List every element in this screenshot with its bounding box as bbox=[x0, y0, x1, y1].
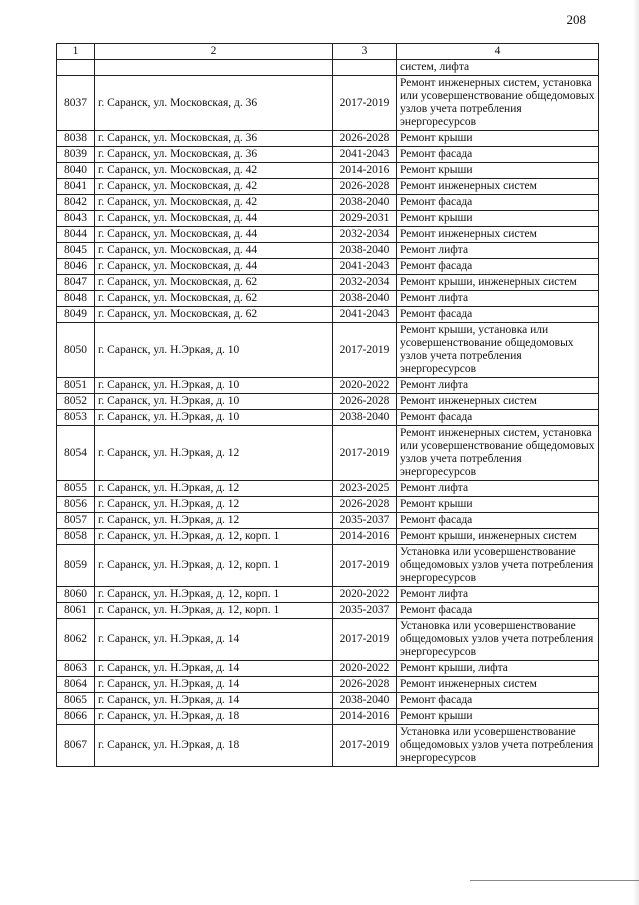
work-type-cell: Ремонт инженерных систем bbox=[397, 227, 599, 243]
row-number-cell: 8062 bbox=[57, 619, 95, 661]
address-cell: г. Саранск, ул. Н.Эркая, д. 12 bbox=[95, 426, 333, 481]
period-cell: 2038-2040 bbox=[333, 291, 397, 307]
work-type-cell: Ремонт крыши, установка или усовершенствование общедомовых узлов учета потребления энергоресурсов bbox=[397, 323, 599, 378]
address-cell: г. Саранск, ул. Московская, д. 36 bbox=[95, 131, 333, 147]
column-header-4: 4 bbox=[397, 44, 599, 60]
address-cell: г. Саранск, ул. Н.Эркая, д. 12 bbox=[95, 513, 333, 529]
page-number: 208 bbox=[566, 12, 586, 27]
address-cell: г. Саранск, ул. Московская, д. 42 bbox=[95, 163, 333, 179]
row-number-cell: 8060 bbox=[57, 587, 95, 603]
table-row bbox=[57, 243, 599, 259]
table-row bbox=[57, 410, 599, 426]
row-number-cell: 8050 bbox=[57, 323, 95, 378]
address-cell: г. Саранск, ул. Н.Эркая, д. 12, корп. 1 bbox=[95, 545, 333, 587]
work-type-cell: Ремонт крыши bbox=[397, 709, 599, 725]
row-number-cell: 8048 bbox=[57, 291, 95, 307]
row-number-cell: 8045 bbox=[57, 243, 95, 259]
work-type-cell: Ремонт фасада bbox=[397, 307, 599, 323]
table-row bbox=[57, 60, 599, 76]
row-number-cell: 8040 bbox=[57, 163, 95, 179]
address-cell: г. Саранск, ул. Московская, д. 44 bbox=[95, 227, 333, 243]
address-cell: г. Саранск, ул. Н.Эркая, д. 12 bbox=[95, 481, 333, 497]
period-cell: 2038-2040 bbox=[333, 693, 397, 709]
period-cell: 2041-2043 bbox=[333, 259, 397, 275]
address-cell: г. Саранск, ул. Московская, д. 42 bbox=[95, 179, 333, 195]
table-row bbox=[57, 513, 599, 529]
period-cell: 2026-2028 bbox=[333, 131, 397, 147]
row-number-cell: 8066 bbox=[57, 709, 95, 725]
table-row bbox=[57, 426, 599, 481]
work-type-cell: Ремонт инженерных систем, установка или усовершенствование общедомовых узлов учета потребления энергоресурсов bbox=[397, 76, 599, 131]
table-row bbox=[57, 693, 599, 709]
column-header-3: 3 bbox=[333, 44, 397, 60]
period-cell: 2017-2019 bbox=[333, 725, 397, 767]
address-cell: г. Саранск, ул. Н.Эркая, д. 12, корп. 1 bbox=[95, 603, 333, 619]
column-header-2: 2 bbox=[95, 44, 333, 60]
work-type-cell: Ремонт лифта bbox=[397, 587, 599, 603]
address-cell: г. Саранск, ул. Московская, д. 36 bbox=[95, 147, 333, 163]
period-cell: 2029-2031 bbox=[333, 211, 397, 227]
work-type-cell: Ремонт фасада bbox=[397, 147, 599, 163]
table-row bbox=[57, 709, 599, 725]
period-cell: 2032-2034 bbox=[333, 227, 397, 243]
table-row bbox=[57, 323, 599, 378]
table-row bbox=[57, 661, 599, 677]
period-cell: 2017-2019 bbox=[333, 323, 397, 378]
row-number-cell: 8039 bbox=[57, 147, 95, 163]
table-row bbox=[57, 603, 599, 619]
work-type-cell: Ремонт крыши, инженерных систем bbox=[397, 275, 599, 291]
work-type-cell: Установка или усовершенствование общедомовых узлов учета потребления энергоресурсов bbox=[397, 545, 599, 587]
row-number-cell: 8057 bbox=[57, 513, 95, 529]
address-cell: г. Саранск, ул. Московская, д. 44 bbox=[95, 243, 333, 259]
table-row bbox=[57, 291, 599, 307]
work-type-cell: Ремонт фасада bbox=[397, 410, 599, 426]
table-row bbox=[57, 378, 599, 394]
table-row bbox=[57, 307, 599, 323]
address-cell: г. Саранск, ул. Н.Эркая, д. 12, корп. 1 bbox=[95, 529, 333, 545]
work-type-cell: Ремонт инженерных систем, установка или усовершенствование общедомовых узлов учета потребления энергоресурсов bbox=[397, 426, 599, 481]
address-cell: г. Саранск, ул. Московская, д. 42 bbox=[95, 195, 333, 211]
row-number-cell: 8037 bbox=[57, 76, 95, 131]
period-cell: 2020-2022 bbox=[333, 587, 397, 603]
address-cell: г. Саранск, ул. Н.Эркая, д. 12 bbox=[95, 497, 333, 513]
row-number-cell: 8059 bbox=[57, 545, 95, 587]
table-row bbox=[57, 497, 599, 513]
table-row bbox=[57, 275, 599, 291]
row-number-cell: 8051 bbox=[57, 378, 95, 394]
column-header-1: 1 bbox=[57, 44, 95, 60]
period-cell: 2038-2040 bbox=[333, 195, 397, 211]
work-type-cell: Установка или усовершенствование общедомовых узлов учета потребления энергоресурсов bbox=[397, 619, 599, 661]
address-cell: г. Саранск, ул. Н.Эркая, д. 14 bbox=[95, 619, 333, 661]
row-number-cell: 8044 bbox=[57, 227, 95, 243]
table-header-row bbox=[57, 44, 599, 60]
address-cell: г. Саранск, ул. Н.Эркая, д. 14 bbox=[95, 661, 333, 677]
table-row bbox=[57, 259, 599, 275]
period-cell: 2035-2037 bbox=[333, 513, 397, 529]
work-type-cell: Ремонт крыши bbox=[397, 131, 599, 147]
address-cell: г. Саранск, ул. Н.Эркая, д. 10 bbox=[95, 410, 333, 426]
row-number-cell: 8046 bbox=[57, 259, 95, 275]
table-row bbox=[57, 147, 599, 163]
row-number-cell: 8047 bbox=[57, 275, 95, 291]
work-type-cell: Ремонт инженерных систем bbox=[397, 394, 599, 410]
period-cell: 2014-2016 bbox=[333, 529, 397, 545]
table-row bbox=[57, 179, 599, 195]
table-row bbox=[57, 677, 599, 693]
row-number-cell: 8065 bbox=[57, 693, 95, 709]
period-cell: 2041-2043 bbox=[333, 307, 397, 323]
table-row bbox=[57, 227, 599, 243]
period-cell: 2026-2028 bbox=[333, 394, 397, 410]
address-cell: г. Саранск, ул. Н.Эркая, д. 12, корп. 1 bbox=[95, 587, 333, 603]
address-cell: г. Саранск, ул. Московская, д. 62 bbox=[95, 307, 333, 323]
work-type-cell: Ремонт крыши bbox=[397, 163, 599, 179]
row-number-cell: 8042 bbox=[57, 195, 95, 211]
work-type-cell: Ремонт лифта bbox=[397, 291, 599, 307]
period-cell: 2017-2019 bbox=[333, 619, 397, 661]
row-number-cell: 8067 bbox=[57, 725, 95, 767]
period-cell: 2014-2016 bbox=[333, 163, 397, 179]
address-cell: г. Саранск, ул. Н.Эркая, д. 18 bbox=[95, 709, 333, 725]
row-number-cell: 8056 bbox=[57, 497, 95, 513]
period-cell: 2017-2019 bbox=[333, 426, 397, 481]
address-cell: г. Саранск, ул. Московская, д. 44 bbox=[95, 259, 333, 275]
address-cell: г. Саранск, ул. Н.Эркая, д. 10 bbox=[95, 394, 333, 410]
table-row bbox=[57, 394, 599, 410]
table-row bbox=[57, 131, 599, 147]
table-row bbox=[57, 545, 599, 587]
work-type-cell: Установка или усовершенствование общедомовых узлов учета потребления энергоресурсов bbox=[397, 725, 599, 767]
row-number-cell: 8063 bbox=[57, 661, 95, 677]
address-cell: г. Саранск, ул. Н.Эркая, д. 10 bbox=[95, 323, 333, 378]
work-type-cell: Ремонт фасада bbox=[397, 693, 599, 709]
row-number-cell: 8058 bbox=[57, 529, 95, 545]
work-type-cell: Ремонт крыши, лифта bbox=[397, 661, 599, 677]
period-cell: 2020-2022 bbox=[333, 661, 397, 677]
period-cell: 2014-2016 bbox=[333, 709, 397, 725]
row-number-cell: 8055 bbox=[57, 481, 95, 497]
period-cell: 2026-2028 bbox=[333, 497, 397, 513]
period-cell: 2017-2019 bbox=[333, 545, 397, 587]
period-cell: 2035-2037 bbox=[333, 603, 397, 619]
work-type-cell: Ремонт фасада bbox=[397, 195, 599, 211]
table-body bbox=[57, 60, 599, 767]
period-cell: 2041-2043 bbox=[333, 147, 397, 163]
table-row bbox=[57, 195, 599, 211]
period-cell: 2020-2022 bbox=[333, 378, 397, 394]
work-type-cell: Ремонт фасада bbox=[397, 513, 599, 529]
address-cell: г. Саранск, ул. Московская, д. 36 bbox=[95, 76, 333, 131]
row-number-cell: 8049 bbox=[57, 307, 95, 323]
work-type-cell: Ремонт инженерных систем bbox=[397, 179, 599, 195]
work-type-cell: Ремонт фасада bbox=[397, 603, 599, 619]
row-number-cell: 8064 bbox=[57, 677, 95, 693]
period-cell: 2038-2040 bbox=[333, 243, 397, 259]
address-cell: г. Саранск, ул. Московская, д. 44 bbox=[95, 211, 333, 227]
period-cell: 2038-2040 bbox=[333, 410, 397, 426]
work-type-cell: систем, лифта bbox=[397, 60, 599, 76]
address-cell: г. Саранск, ул. Н.Эркая, д. 18 bbox=[95, 725, 333, 767]
work-type-cell: Ремонт крыши bbox=[397, 211, 599, 227]
address-cell: г. Саранск, ул. Н.Эркая, д. 14 bbox=[95, 677, 333, 693]
work-type-cell: Ремонт лифта bbox=[397, 378, 599, 394]
period-cell: 2026-2028 bbox=[333, 677, 397, 693]
period-cell: 2026-2028 bbox=[333, 179, 397, 195]
row-number-cell: 8041 bbox=[57, 179, 95, 195]
row-number-cell: 8061 bbox=[57, 603, 95, 619]
work-type-cell: Ремонт крыши bbox=[397, 497, 599, 513]
row-number-cell: 8038 bbox=[57, 131, 95, 147]
period-cell bbox=[333, 60, 397, 76]
address-cell: г. Саранск, ул. Н.Эркая, д. 10 bbox=[95, 378, 333, 394]
work-type-cell: Ремонт крыши, инженерных систем bbox=[397, 529, 599, 545]
row-number-cell bbox=[57, 60, 95, 76]
address-cell bbox=[95, 60, 333, 76]
table-row bbox=[57, 76, 599, 131]
table-row bbox=[57, 619, 599, 661]
row-number-cell: 8053 bbox=[57, 410, 95, 426]
period-cell: 2032-2034 bbox=[333, 275, 397, 291]
work-type-cell: Ремонт инженерных систем bbox=[397, 677, 599, 693]
table-row bbox=[57, 481, 599, 497]
row-number-cell: 8043 bbox=[57, 211, 95, 227]
work-type-cell: Ремонт фасада bbox=[397, 259, 599, 275]
address-cell: г. Саранск, ул. Московская, д. 62 bbox=[95, 291, 333, 307]
period-cell: 2023-2025 bbox=[333, 481, 397, 497]
row-number-cell: 8054 bbox=[57, 426, 95, 481]
address-cell: г. Саранск, ул. Московская, д. 62 bbox=[95, 275, 333, 291]
address-cell: г. Саранск, ул. Н.Эркая, д. 14 bbox=[95, 693, 333, 709]
work-type-cell: Ремонт лифта bbox=[397, 243, 599, 259]
table-row bbox=[57, 163, 599, 179]
table-row bbox=[57, 725, 599, 767]
work-type-cell: Ремонт лифта bbox=[397, 481, 599, 497]
scan-edge-shadow bbox=[633, 0, 639, 905]
repair-schedule-table bbox=[56, 43, 599, 767]
table-row bbox=[57, 211, 599, 227]
row-number-cell: 8052 bbox=[57, 394, 95, 410]
table-row bbox=[57, 587, 599, 603]
scan-artifact-line bbox=[470, 880, 639, 881]
table-row bbox=[57, 529, 599, 545]
period-cell: 2017-2019 bbox=[333, 76, 397, 131]
